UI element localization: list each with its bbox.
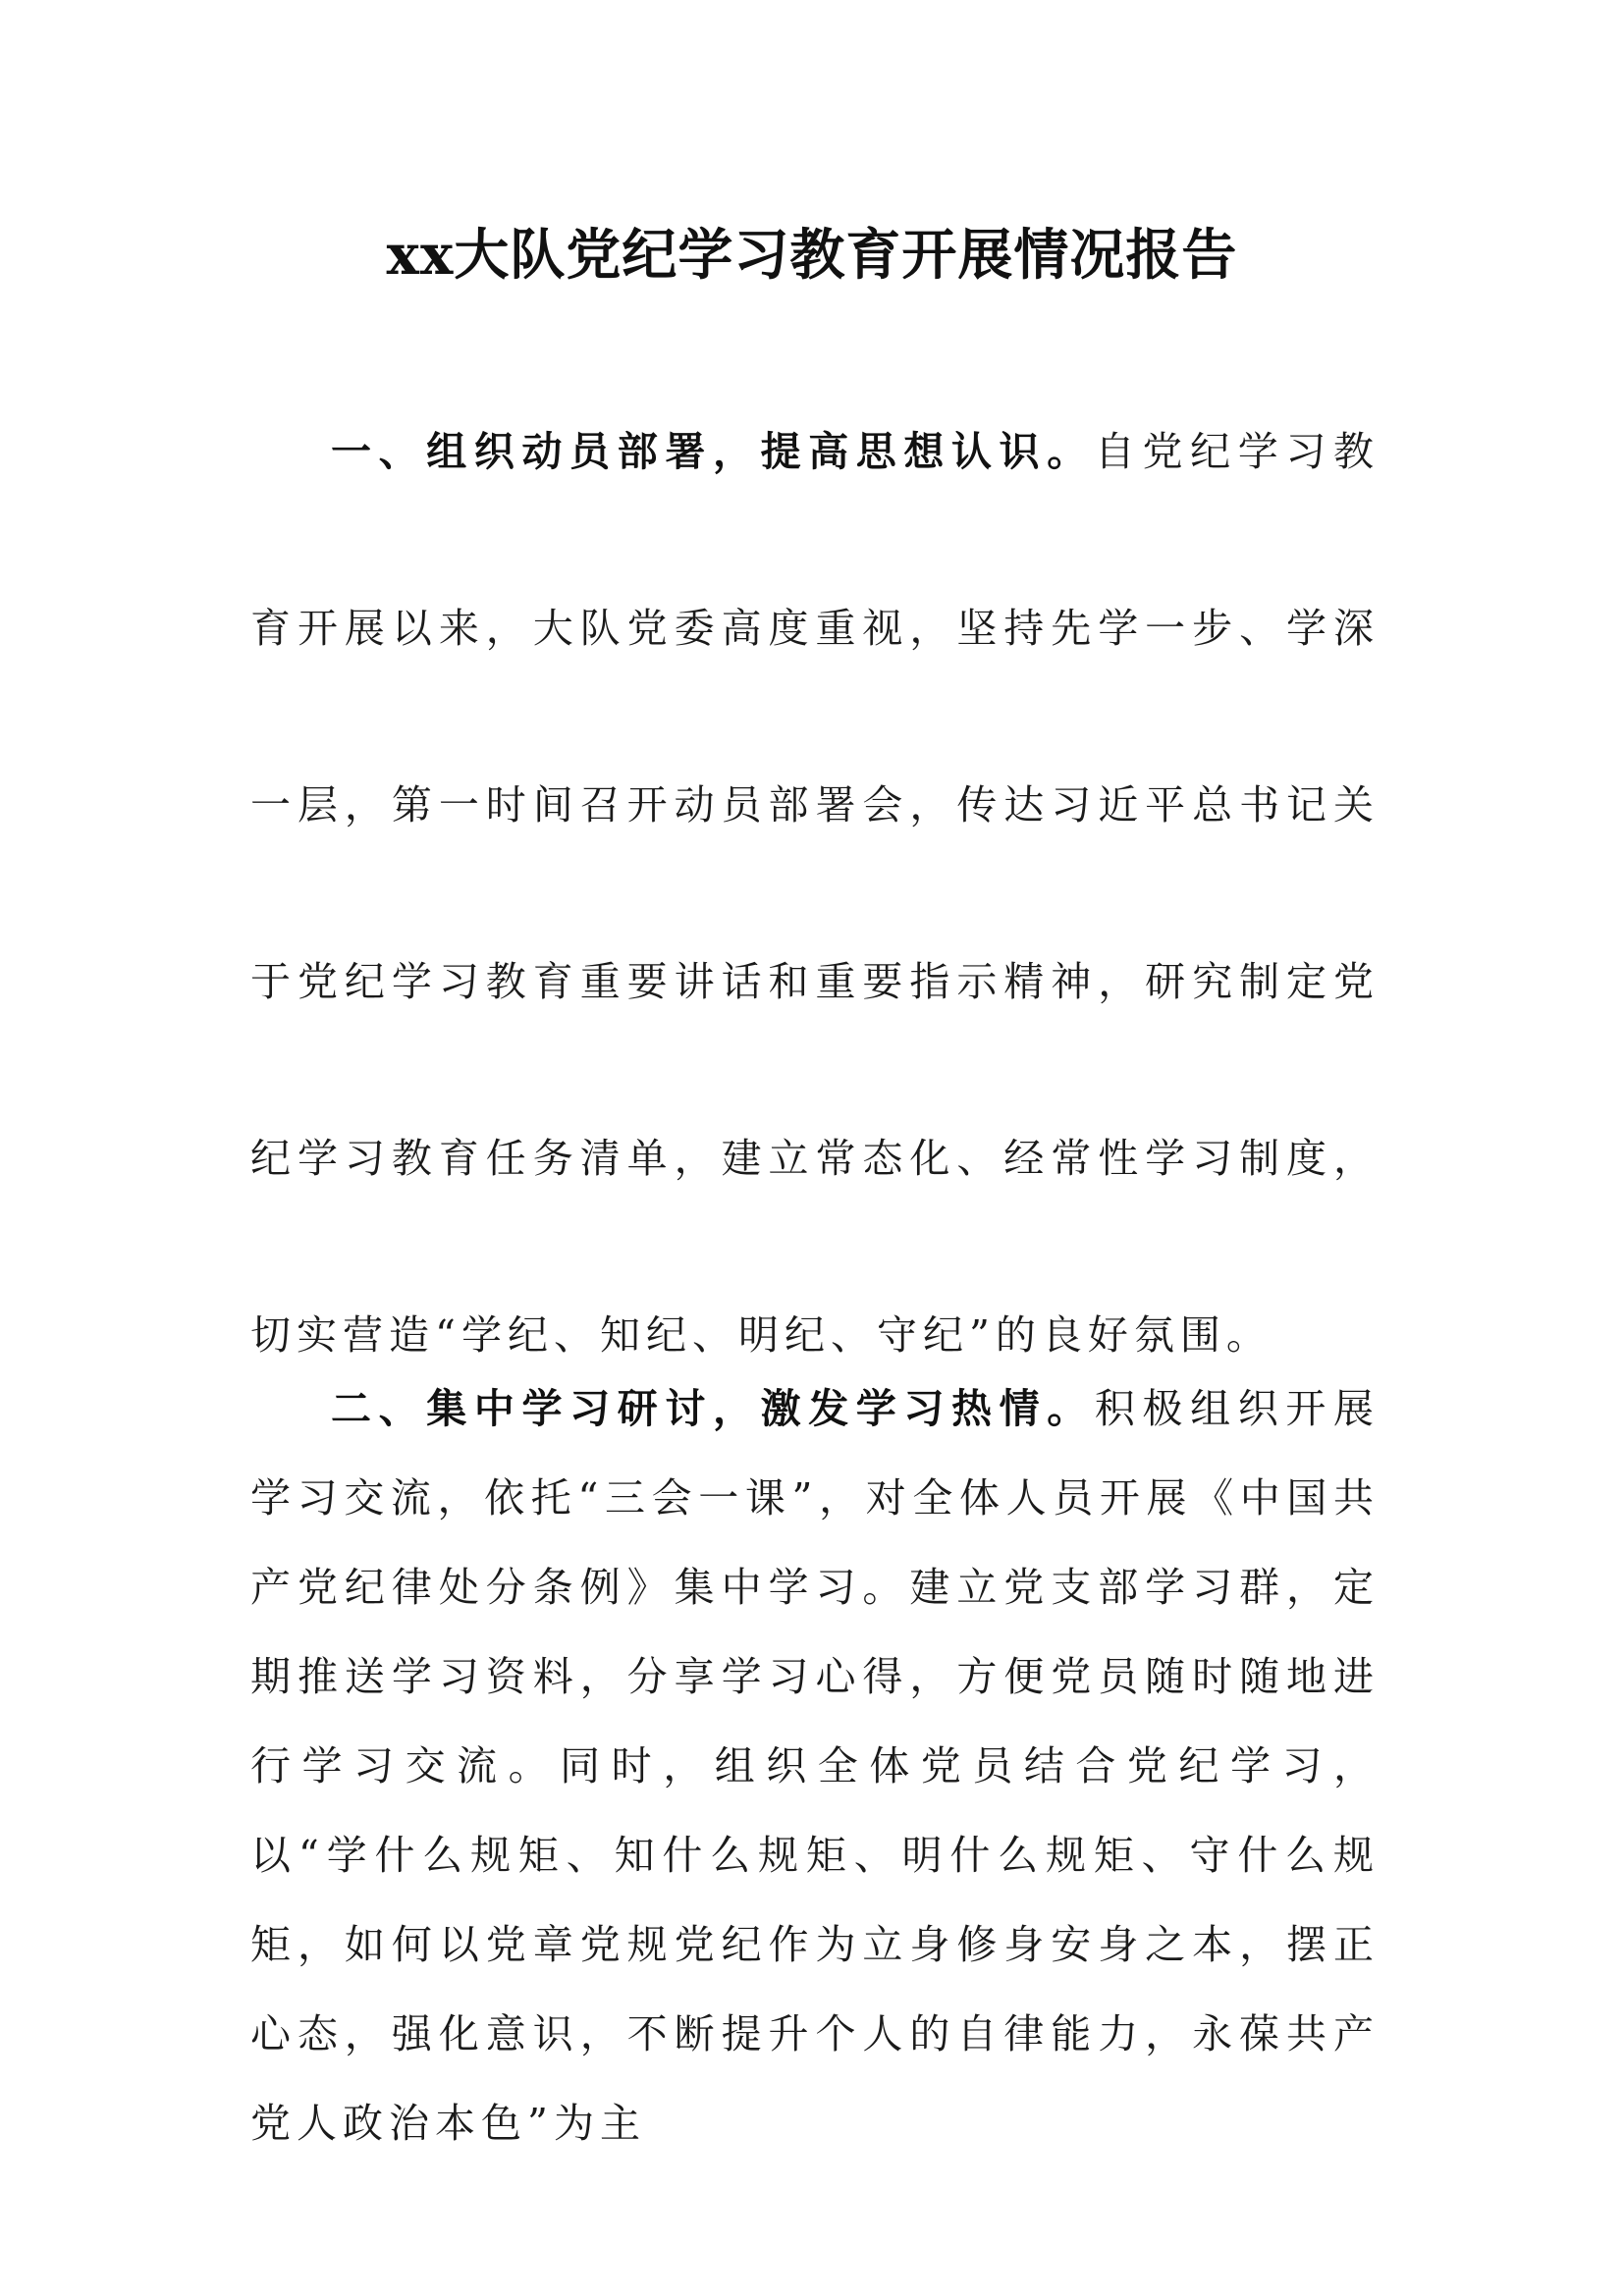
section-1-body: 自党纪学习教育开展以来，大队党委高度重视，坚持先学一步、学深一层，第一时间召开动员部署会，传达习近平总书记关于党纪学习教育重要讲话和重要指示精神，研究制定党纪学习教育任务清单，建立常态化、经常性学习制度，切实营造“学纪、知纪、明纪、守纪”的良好氛围。	[250, 428, 1380, 1359]
section-2-paragraph	[250, 1364, 1380, 2168]
section-1-heading: 一、组织动员部署，提高思想认识。	[331, 428, 1095, 475]
document-title: xx大队党纪学习教育开展情况报告	[386, 223, 1238, 288]
section-2-heading: 二、集中学习研讨，激发学习热情。	[331, 1385, 1095, 1432]
section-1-paragraph	[250, 363, 1380, 1423]
section-2-body: 积极组织开展学习交流，依托“三会一课”，对全体人员开展《中国共产党纪律处分条例》集中学习。建立党支部学习群，定期推送学习资料，分享学习心得，方便党员随时随地进行学习交流。同时，组织全体党员结合党纪学习，以“学什么规矩、知什么规矩、明什么规矩、守什么规矩，如何以党章党规党纪作为立身修身安身之本，摆正心态，强化意识，不断提升个人的自律能力，永葆共产党人政治本色”为主	[250, 1385, 1380, 2147]
